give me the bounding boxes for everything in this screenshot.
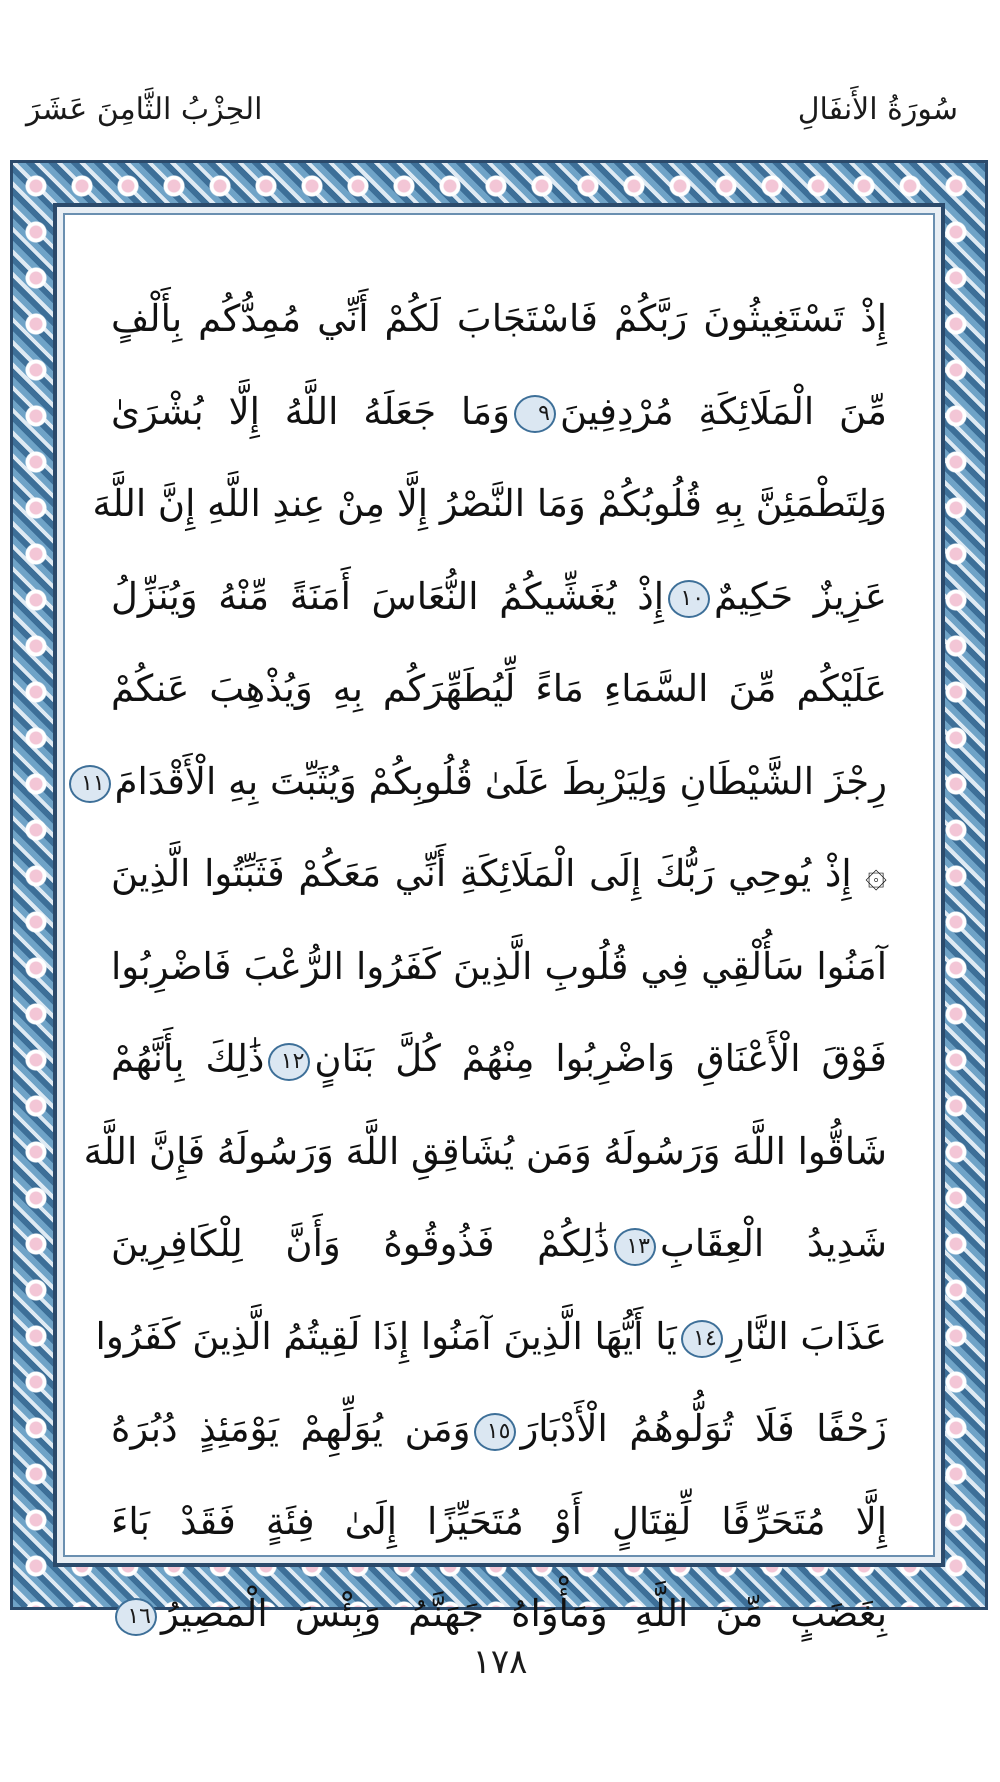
line-text-after: وَمَا جَعَلَهُ اللَّهُ إِلَّا بُشْرَىٰ: [111, 389, 510, 433]
verse-line-8: [111, 921, 887, 1014]
line-text-after: ذَٰلِكُمْ فَذُوقُوهُ وَأَنَّ لِلْكَافِرِينَ: [111, 1222, 610, 1265]
hizb-label: الحِزْبُ الثَّامِنَ عَشَرَ: [26, 92, 263, 127]
line-text: عَذَابَ النَّارِ: [726, 1314, 887, 1358]
line-text: آمَنُوا سَأُلْقِي فِي قُلُوبِ الَّذِينَ كَفَرُوا الرُّعْبَ فَاضْرِبُوا: [111, 944, 887, 988]
line-text: إِذْ تَسْتَغِيثُونَ رَبَّكُمْ فَاسْتَجَابَ لَكُمْ أَنِّي مُمِدُّكُم بِأَلْفٍ: [111, 297, 887, 340]
page-number: ١٧٨: [472, 1642, 528, 1682]
line-text-after: إِذْ يُغَشِّيكُمُ النُّعَاسَ أَمَنَةً مِّنْهُ وَيُنَزِّلُ: [111, 574, 665, 618]
line-text: عَزِيزٌ حَكِيمٌ: [714, 574, 887, 618]
line-text: شَدِيدُ الْعِقَابِ: [659, 1222, 887, 1265]
ayah-marker-15: ١٥: [474, 1413, 516, 1451]
verse-line-10: [83, 1106, 887, 1199]
ayah-marker-13: ١٣: [614, 1228, 656, 1266]
line-text: بِغَضَبٍ مِّنَ اللَّهِ وَمَأْوَاهُ جَهَنَّمُ وَبِئْسَ الْمَصِيرُ: [161, 1592, 887, 1635]
verse-line-11: [111, 1198, 887, 1291]
verse-line-12: [95, 1291, 887, 1384]
line-text-after: وَمَن يُوَلِّهِمْ يَوْمَئِذٍ دُبُرَهُ: [111, 1407, 471, 1450]
ayah-marker-16: ١٦: [115, 1598, 157, 1636]
text-panel: [63, 213, 935, 1635]
verse-line-1: [111, 273, 887, 366]
line-text: مِّنَ الْمَلَائِكَةِ مُرْدِفِينَ: [559, 389, 887, 433]
verse-line-2: [111, 366, 887, 459]
line-text: وَلِتَطْمَئِنَّ بِهِ قُلُوبُكُمْ وَمَا النَّصْرُ إِلَّا مِنْ عِندِ اللَّهِ إِنَّ اللَّهَ: [92, 482, 887, 525]
ayah-marker-14: ١٤: [681, 1320, 723, 1358]
line-text: زَحْفًا فَلَا تُوَلُّوهُمُ الْأَدْبَارَ: [520, 1407, 887, 1450]
verse-line-14: [111, 1476, 887, 1569]
line-text: إِلَّا مُتَحَرِّفًا لِّقِتَالٍ أَوْ مُتَحَيِّزًا إِلَىٰ فِئَةٍ فَقَدْ بَاءَ: [111, 1499, 887, 1543]
ayah-marker-10: ١٠: [668, 580, 710, 618]
line-text: رِجْزَ الشَّيْطَانِ وَلِيَرْبِطَ عَلَىٰ قُلُوبِكُمْ وَيُثَبِّتَ بِهِ الْأَقْدَامَ: [114, 759, 887, 803]
verse-line-5: [111, 643, 887, 736]
page-header: [0, 92, 1000, 142]
line-text: ۞ إِذْ يُوحِي رَبُّكَ إِلَى الْمَلَائِكَةِ أَنِّي مَعَكُمْ فَثَبِّتُوا الَّذِينَ: [111, 852, 887, 895]
ayah-marker-11: ١١: [69, 765, 111, 803]
verse-line-6: [81, 736, 887, 829]
verse-line-7: [111, 828, 887, 921]
ornamental-border: [10, 160, 988, 1635]
verses-block: [81, 273, 887, 1661]
line-text: عَلَيْكُم مِّنَ السَّمَاءِ مَاءً لِّيُطَهِّرَكُم بِهِ وَيُذْهِبَ عَنكُمْ: [111, 667, 887, 710]
line-text-after: ذَٰلِكَ بِأَنَّهُمْ: [111, 1037, 265, 1080]
line-text: شَاقُّوا اللَّهَ وَرَسُولَهُ وَمَن يُشَاقِقِ اللَّهَ وَرَسُولَهُ فَإِنَّ اللَّهَ: [83, 1129, 887, 1173]
verse-line-3: [92, 458, 887, 551]
verse-line-13: [111, 1383, 887, 1476]
ayah-marker-12: ١٢: [268, 1043, 310, 1081]
surah-name: سُورَةُ الأَنفَالِ: [797, 92, 958, 127]
ayah-marker-9: ٩: [514, 395, 556, 433]
line-text: فَوْقَ الْأَعْنَاقِ وَاضْرِبُوا مِنْهُمْ كُلَّ بَنَانٍ: [314, 1037, 887, 1080]
verse-line-4: [111, 551, 887, 644]
line-text-after: يَا أَيُّهَا الَّذِينَ آمَنُوا إِذَا لَقِيتُمُ الَّذِينَ كَفَرُوا: [95, 1314, 677, 1358]
verse-line-9: [111, 1013, 887, 1106]
border-inner-band: [53, 203, 945, 1635]
